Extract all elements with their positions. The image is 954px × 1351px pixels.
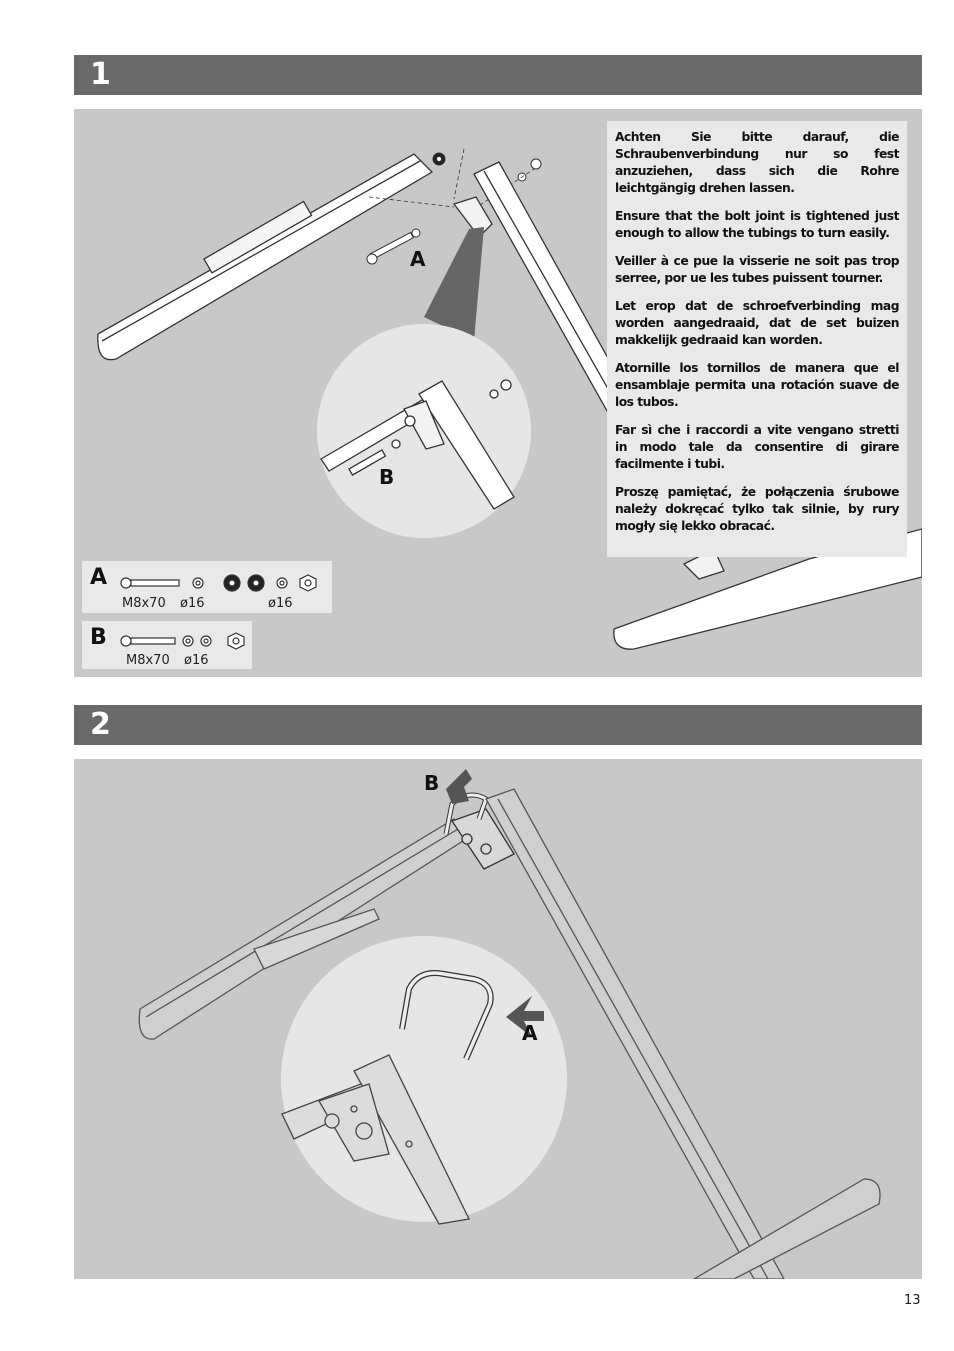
instruction-note [607,121,907,557]
callout-a: A [410,247,426,271]
note-polish: Proszę pamiętać, że połączenia śrubowe należy dokręcać tylko tak silnie, by rury mogły się lekko obracać. [615,485,899,533]
tube-horizontal [98,154,432,360]
bolt-icon [367,232,413,264]
washer-size-label: ø16 [180,596,205,611]
parts-a-drawing [82,561,332,613]
step-1-header [74,55,922,95]
bolt-size-label: M8x70 [122,596,166,611]
step-2-number: 2 [90,707,111,742]
parts-list-b [82,621,252,669]
step-2-illustration [74,759,922,1279]
note-spanish: Atornille los tornillos de manera que el ensamblaje permita una rotación suave de los tubos. [615,361,899,409]
note-german: Achten Sie bitte darauf, die Schraubenverbindung nur so fest anzuziehen, dass sich die Rohre leichtgängig drehen lassen. [615,130,899,195]
washer-size-label-2: ø16 [268,596,293,611]
bolt-icon [131,580,179,586]
bolt-size-label: M8x70 [126,653,170,668]
bolt-head-icon [121,636,131,646]
arrow-b-icon [446,769,472,804]
step-1-number: 1 [90,57,111,92]
callout-a: A [522,1021,538,1045]
callout-b: B [379,465,395,489]
note-dutch: Let erop dat de schroefverbinding mag worden aangedraaid, dat de set buizen makkelijk gedraaid kan worden. [615,299,899,347]
note-french: Veiller à ce pue la visserie ne soit pas trop serree, por ue les tubes puissent tourner. [615,254,899,285]
note-english: Ensure that the bolt joint is tightened just enough to allow the tubings to turn easily. [615,209,899,240]
parts-letter-a: A [90,565,108,590]
step-1-panel [74,109,922,677]
bolt-icon [131,638,175,644]
page-number: 13 [904,1293,921,1308]
parts-letter-b: B [90,625,107,650]
washer-size-label: ø16 [184,653,209,668]
note-italian: Far sì che i raccordi a vite vengano stretti in modo tale da consentire di girare facilmente i tubi. [615,423,899,471]
step-2-panel [74,759,922,1279]
callout-b: B [424,771,440,795]
step-2-header [74,705,922,745]
bolt-head-icon [121,578,131,588]
parts-list-a [82,561,332,613]
